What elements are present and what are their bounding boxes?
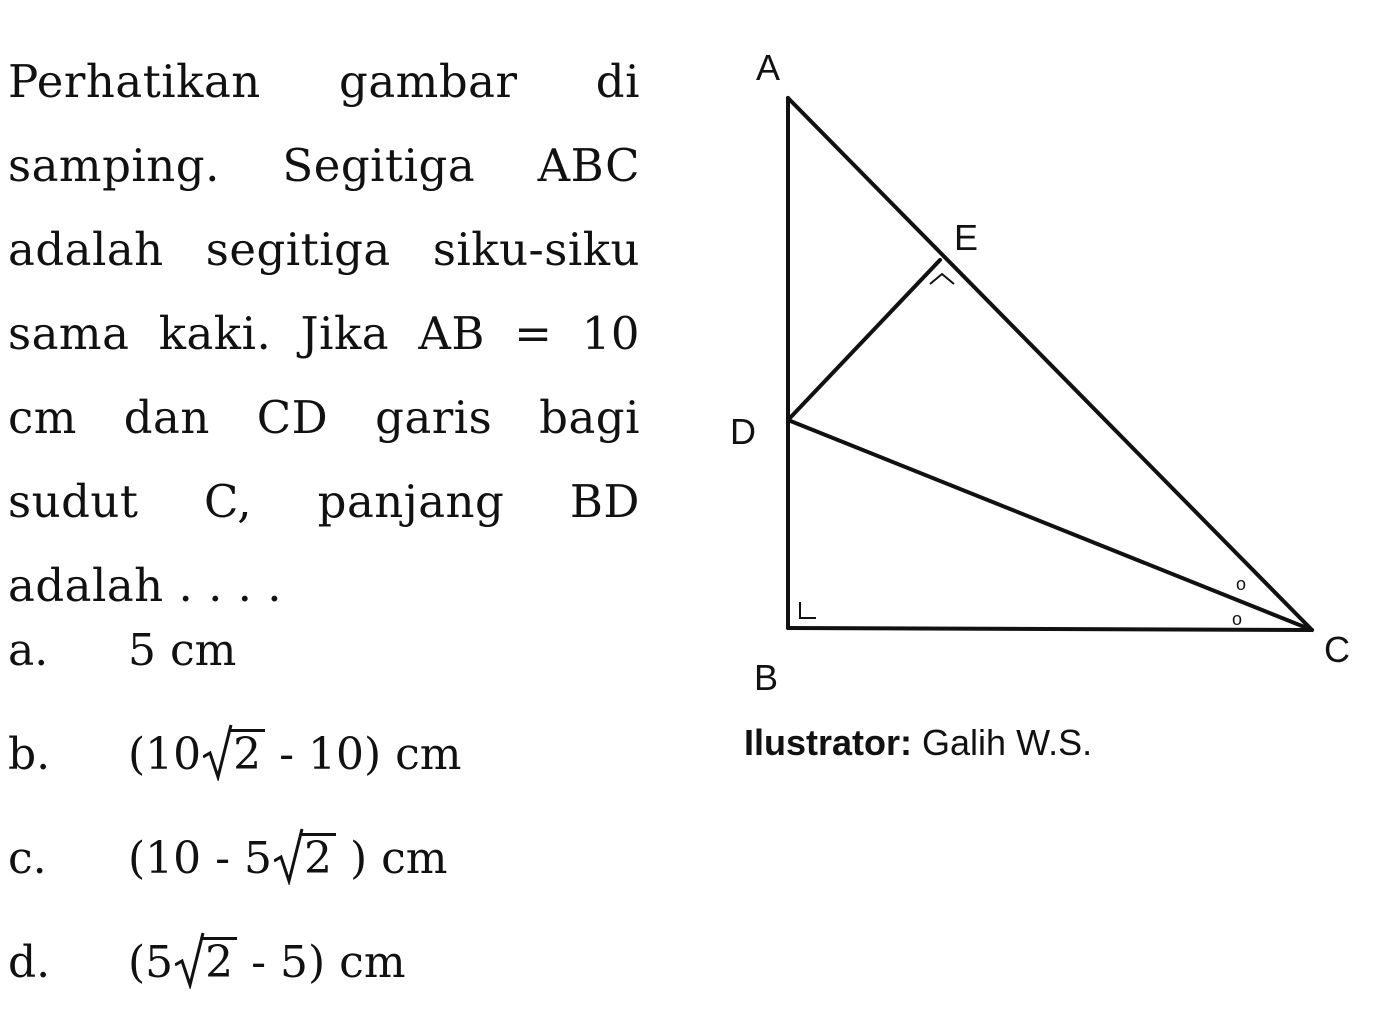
option-value: 5 cm xyxy=(128,624,237,676)
triangle-diagram xyxy=(720,40,1380,720)
option-post: ) cm xyxy=(350,832,448,884)
option-letter: a. xyxy=(8,624,49,676)
segment-de xyxy=(788,260,940,420)
option-a[interactable] xyxy=(8,598,688,702)
label-e: E xyxy=(954,217,979,258)
square-root xyxy=(203,729,265,780)
label-a: A xyxy=(756,47,781,88)
radicand: 2 xyxy=(201,937,237,986)
segment-cd-bisector xyxy=(788,420,1312,630)
square-root xyxy=(175,937,237,988)
label-b: B xyxy=(754,657,779,698)
option-letter: d. xyxy=(8,936,51,988)
option-pre: (5 xyxy=(128,936,174,988)
option-letter: b. xyxy=(8,728,51,780)
option-pre: (10 xyxy=(128,728,202,780)
option-post: - 5) cm xyxy=(251,936,406,988)
square-root xyxy=(274,833,336,884)
side-ac xyxy=(788,98,1312,630)
option-c[interactable] xyxy=(8,806,688,910)
angle-mark-dcb: o xyxy=(1232,609,1243,629)
option-letter: c. xyxy=(8,832,47,884)
option-pre: (10 - 5 xyxy=(128,832,272,884)
option-expression xyxy=(128,625,236,676)
radical-sign-icon xyxy=(175,931,205,989)
credit-name: Galih W.S. xyxy=(922,722,1093,763)
option-expression xyxy=(128,833,448,884)
radical-sign-icon xyxy=(203,723,233,781)
option-post: - 10) cm xyxy=(279,728,462,780)
problem-statement: Perhatikan gambar di samping. Segitiga ABC adalah segitiga siku-siku sama kaki. Jika AB = 10 cm dan CD garis bagi sudut C, panjang BD adalah . . . . xyxy=(8,55,640,612)
right-angle-mark-b xyxy=(800,602,816,618)
radicand: 2 xyxy=(300,833,336,882)
right-angle-mark-e xyxy=(930,274,954,284)
option-b[interactable] xyxy=(8,702,688,806)
radical-sign-icon xyxy=(274,827,304,885)
credit-label: Ilustrator: xyxy=(744,722,913,763)
illustrator-credit xyxy=(744,722,1092,764)
option-expression xyxy=(128,937,406,988)
angle-mark-acd: o xyxy=(1236,574,1247,594)
option-expression xyxy=(128,729,462,780)
label-d: D xyxy=(730,411,756,452)
option-d[interactable] xyxy=(8,910,688,1014)
radicand: 2 xyxy=(229,729,265,778)
answer-options xyxy=(8,598,688,1014)
label-c: C xyxy=(1324,629,1350,670)
